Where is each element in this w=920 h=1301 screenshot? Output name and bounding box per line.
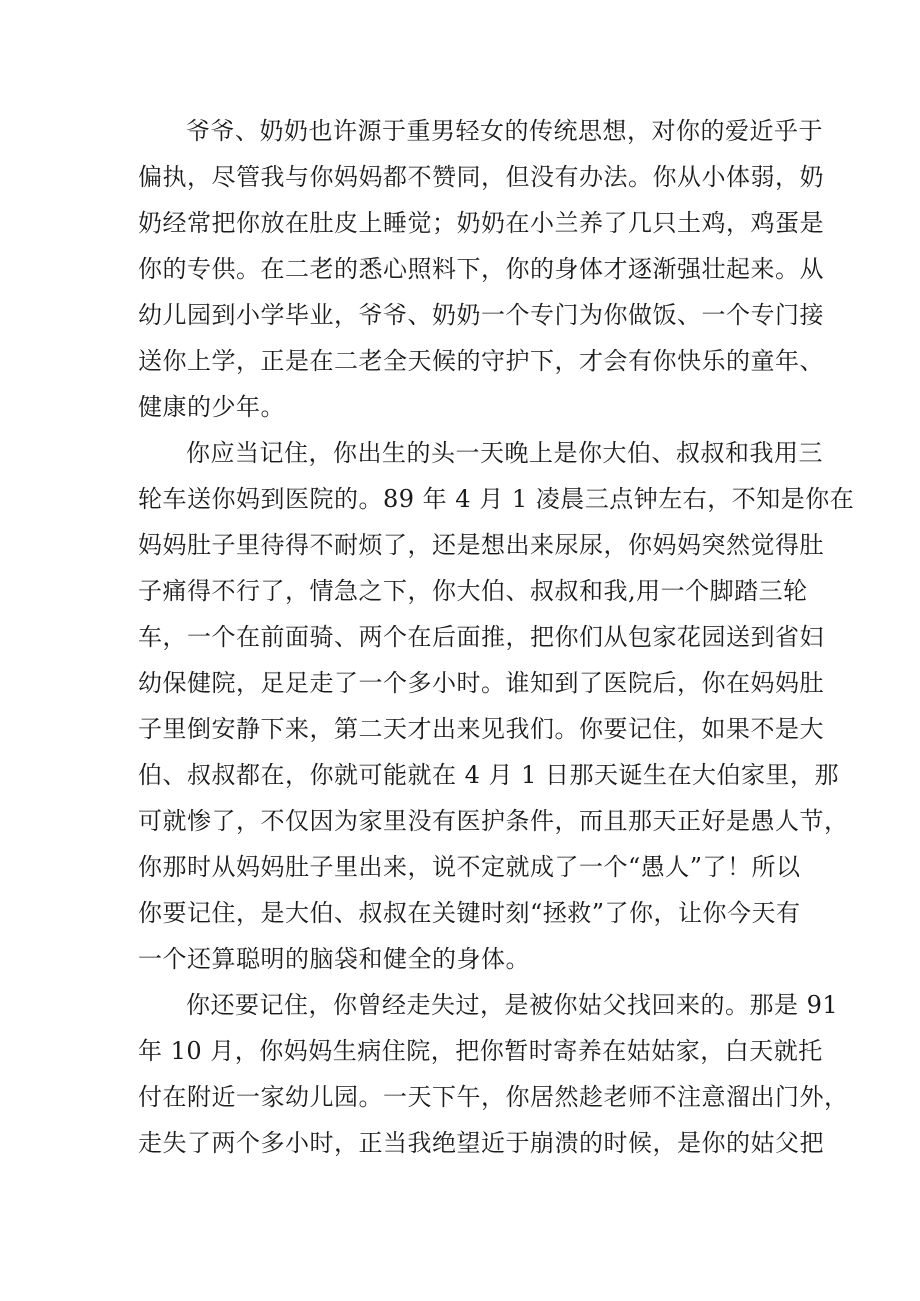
text-line: 可就惨了，不仅因为家里没有医护条件，而且那天正好是愚人节， (138, 807, 849, 835)
text-line: 幼儿园到小学毕业，爷爷、奶奶一个专门为你做饭、一个专门接 (138, 301, 824, 329)
text-line: 你那时从妈妈肚子里出来，说不定就成了一个“愚人”了！所以 (138, 853, 801, 881)
text-line: 伯、叔叔都在，你就可能就在 4 月 1 日那天诞生在大伯家里，那 (138, 761, 840, 789)
text-line: 你还要记住，你曾经走失过，是被你姑父找回来的。那是 91 (186, 991, 839, 1019)
text-line: 车，一个在前面骑、两个在后面推，把你们从包家花园送到省妇 (138, 623, 824, 651)
text-line: 轮车送你妈到医院的。89 年 4 月 1 凌晨三点钟左右，不知是你在 (138, 485, 855, 513)
text-line: 奶经常把你放在肚皮上睡觉；奶奶在小兰养了几只土鸡，鸡蛋是 (138, 209, 824, 237)
text-line: 年 10 月，你妈妈生病住院，把你暂时寄养在姑姑家，白天就托 (138, 1037, 823, 1065)
text-line: 偏执，尽管我与你妈妈都不赞同，但没有办法。你从小体弱，奶 (138, 163, 824, 191)
text-line: 你的专供。在二老的悉心照料下，你的身体才逐渐强壮起来。从 (138, 255, 824, 283)
text-line: 爷爷、奶奶也许源于重男轻女的传统思想，对你的爱近乎于 (186, 117, 823, 145)
text-line: 付在附近一家幼儿园。一天下午，你居然趁老师不注意溜出门外， (138, 1083, 849, 1111)
text-line: 子痛得不行了，情急之下，你大伯、叔叔和我,用一个脚踏三轮 (138, 577, 808, 605)
paragraph-3 (138, 982, 849, 1166)
text-line: 你要记住，是大伯、叔叔在关键时刻“拯救”了你，让你今天有 (138, 899, 801, 927)
text-line: 妈妈肚子里待得不耐烦了，还是想出来尿尿，你妈妈突然觉得肚 (138, 531, 824, 559)
text-line: 送你上学，正是在二老全天候的守护下，才会有你快乐的童年、 (138, 347, 824, 375)
text-line: 走失了两个多小时，正当我绝望近于崩溃的时候，是你的姑父把 (138, 1129, 824, 1157)
text-line: 幼保健院，足足走了一个多小时。谁知到了医院后，你在妈妈肚 (138, 669, 824, 697)
text-line: 你应当记住，你出生的头一天晚上是你大伯、叔叔和我用三 (186, 439, 823, 467)
paragraph-2 (138, 430, 855, 982)
text-line: 子里倒安静下来，第二天才出来见我们。你要记住，如果不是大 (138, 715, 824, 743)
text-line: 一个还算聪明的脑袋和健全的身体。 (138, 945, 530, 973)
paragraph-1 (138, 108, 824, 430)
document-body (138, 108, 855, 1166)
text-line: 健康的少年。 (138, 393, 285, 421)
